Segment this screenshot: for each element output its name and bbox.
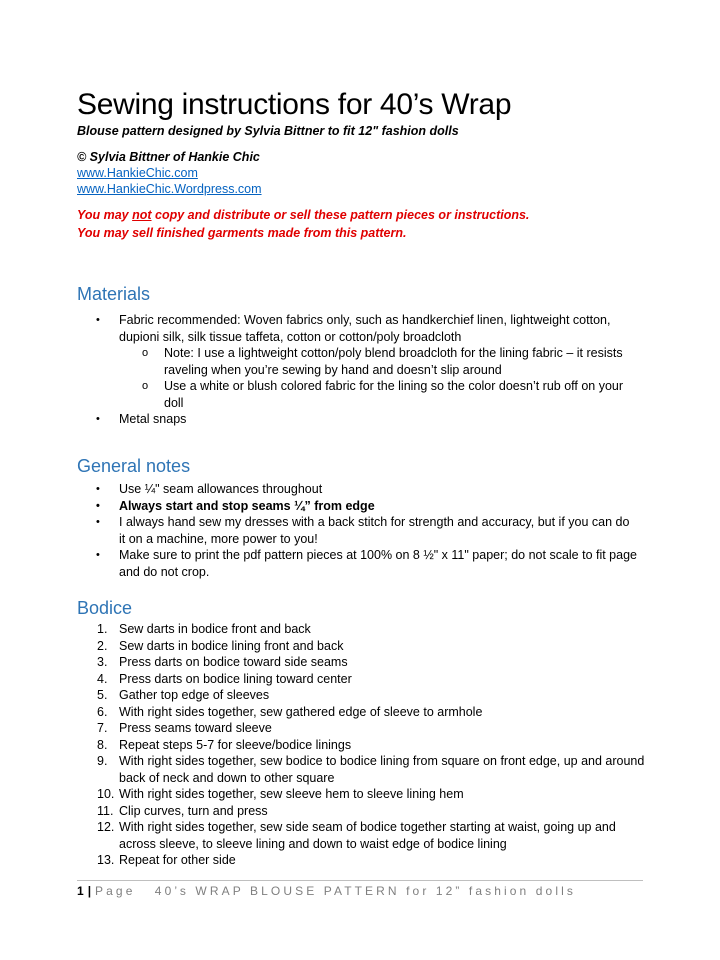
copy-warning-end: copy and distribute or sell these pattern pieces or instructions. — [151, 208, 530, 222]
materials-heading: Materials — [77, 284, 151, 304]
list-item — [0, 786, 649, 803]
list-item — [0, 654, 649, 671]
blog-link[interactable]: www.HankieChic.Wordpress.com — [77, 182, 262, 196]
copy-warning — [77, 208, 529, 222]
page-number: 1 — [77, 884, 84, 898]
step-text: Repeat steps 5-7 for sleeve/bodice linings — [119, 737, 352, 752]
materials-note-lining: Note: I use a lightweight cotton/poly blend broadcloth for the lining fabric – it resists raveling when you’re sewing by hand and doesn’t slip around — [164, 346, 623, 377]
list-item — [0, 514, 639, 547]
list-item — [0, 704, 649, 721]
bullet-icon: • — [96, 516, 100, 528]
materials-fabric: Fabric recommended: Woven fabrics only, such as handkerchief linen, lightweight cotton, dupioni silk, silk tissue taffeta, cotton or cotton/poly broadcloth — [119, 313, 611, 344]
bullet-icon: • — [96, 549, 100, 561]
step-text: Press darts on bodice toward side seams — [119, 655, 348, 669]
note-text: Always start and stop seams ¼” from edge — [119, 498, 375, 513]
step-text: Sew darts in bodice front and back — [119, 622, 311, 636]
step-number: 2. — [97, 638, 108, 653]
list-item — [0, 312, 639, 345]
document-subtitle: Blouse pattern designed by Sylvia Bittner to fit 12" fashion dolls — [77, 124, 459, 138]
step-text: With right sides together, sew bodice to bodice lining from square on front edge, up and around back of neck and down to other square — [119, 754, 645, 785]
website-link[interactable]: www.HankieChic.com — [77, 166, 198, 180]
bodice-heading: Bodice — [77, 598, 133, 618]
step-number: 3. — [97, 655, 108, 669]
footer-text: 40’s WRAP BLOUSE PATTERN for 12” fashion dolls — [154, 884, 576, 898]
step-number: 12. — [97, 820, 115, 834]
step-number: 1. — [97, 622, 108, 636]
step-number: 10. — [97, 787, 115, 801]
list-item — [0, 378, 644, 411]
list-item — [0, 753, 649, 786]
step-number: 6. — [97, 704, 108, 719]
sell-permission: You may sell finished garments made from this pattern. — [77, 226, 407, 240]
list-item — [0, 687, 649, 704]
list-item — [0, 411, 639, 428]
step-text: Press seams toward sleeve — [119, 721, 272, 735]
copy-warning-start: You may — [77, 208, 133, 222]
list-item — [0, 638, 649, 655]
bodice-steps-list — [0, 621, 720, 869]
page-footer — [77, 884, 576, 898]
step-text: Gather top edge of sleeves — [119, 688, 270, 702]
list-item — [0, 481, 639, 498]
footer-page-word: Page — [95, 884, 136, 898]
list-item — [0, 621, 649, 638]
copyright-line: © Sylvia Bittner of Hankie Chic — [77, 150, 260, 164]
circle-bullet-icon: o — [142, 347, 149, 359]
list-item — [0, 737, 649, 754]
list-item — [0, 345, 644, 378]
note-text: Use ¼" seam allowances throughout — [119, 482, 323, 496]
bullet-icon: • — [96, 413, 100, 425]
step-text: With right sides together, sew gathered edge of sleeve to armhole — [119, 704, 483, 719]
materials-snaps: Metal snaps — [119, 412, 187, 426]
list-item — [0, 852, 649, 869]
general-notes-heading: General notes — [77, 456, 191, 476]
note-text: I always hand sew my dresses with a back stitch for strength and accuracy, but if you can do it on a machine, more power to you! — [119, 515, 630, 546]
step-number: 7. — [97, 721, 108, 735]
step-text: Clip curves, turn and press — [119, 803, 268, 818]
list-item — [0, 819, 649, 852]
note-text: Make sure to print the pdf pattern pieces at 100% on 8 ½" x 11" paper; do not scale to fit page and do not crop. — [119, 548, 637, 579]
step-text: Press darts on bodice lining toward center — [119, 671, 352, 686]
step-number: 9. — [97, 754, 108, 768]
step-text: Repeat for other side — [119, 853, 236, 867]
footer-separator: | — [87, 884, 92, 898]
list-item — [0, 803, 649, 820]
list-item — [0, 671, 649, 688]
materials-list — [0, 312, 720, 428]
bullet-icon: • — [96, 314, 100, 326]
step-text: With right sides together, sew sleeve hem to sleeve lining hem — [119, 787, 464, 801]
step-number: 4. — [97, 671, 108, 686]
copy-warning-not: not — [132, 208, 152, 222]
general-notes-list — [0, 481, 720, 580]
document-title: Sewing instructions for 40’s Wrap — [77, 88, 512, 121]
materials-note-color: Use a white or blush colored fabric for the lining so the color doesn’t rub off on your doll — [164, 379, 624, 410]
step-number: 8. — [97, 737, 108, 752]
step-text: Sew darts in bodice lining front and back — [119, 638, 344, 653]
circle-bullet-icon: o — [142, 380, 149, 392]
footer-divider — [77, 880, 643, 881]
bullet-icon: • — [96, 499, 100, 512]
list-item — [0, 720, 649, 737]
step-number: 13. — [97, 853, 115, 867]
bullet-icon: • — [96, 483, 100, 495]
step-number: 11. — [97, 803, 114, 818]
list-item — [0, 498, 639, 515]
step-number: 5. — [97, 688, 108, 702]
step-text: With right sides together, sew side seam of bodice together starting at waist, going up and across sleeve, to sleeve lining and down to waist edge of bodice lining — [119, 820, 616, 851]
list-item — [0, 547, 639, 580]
